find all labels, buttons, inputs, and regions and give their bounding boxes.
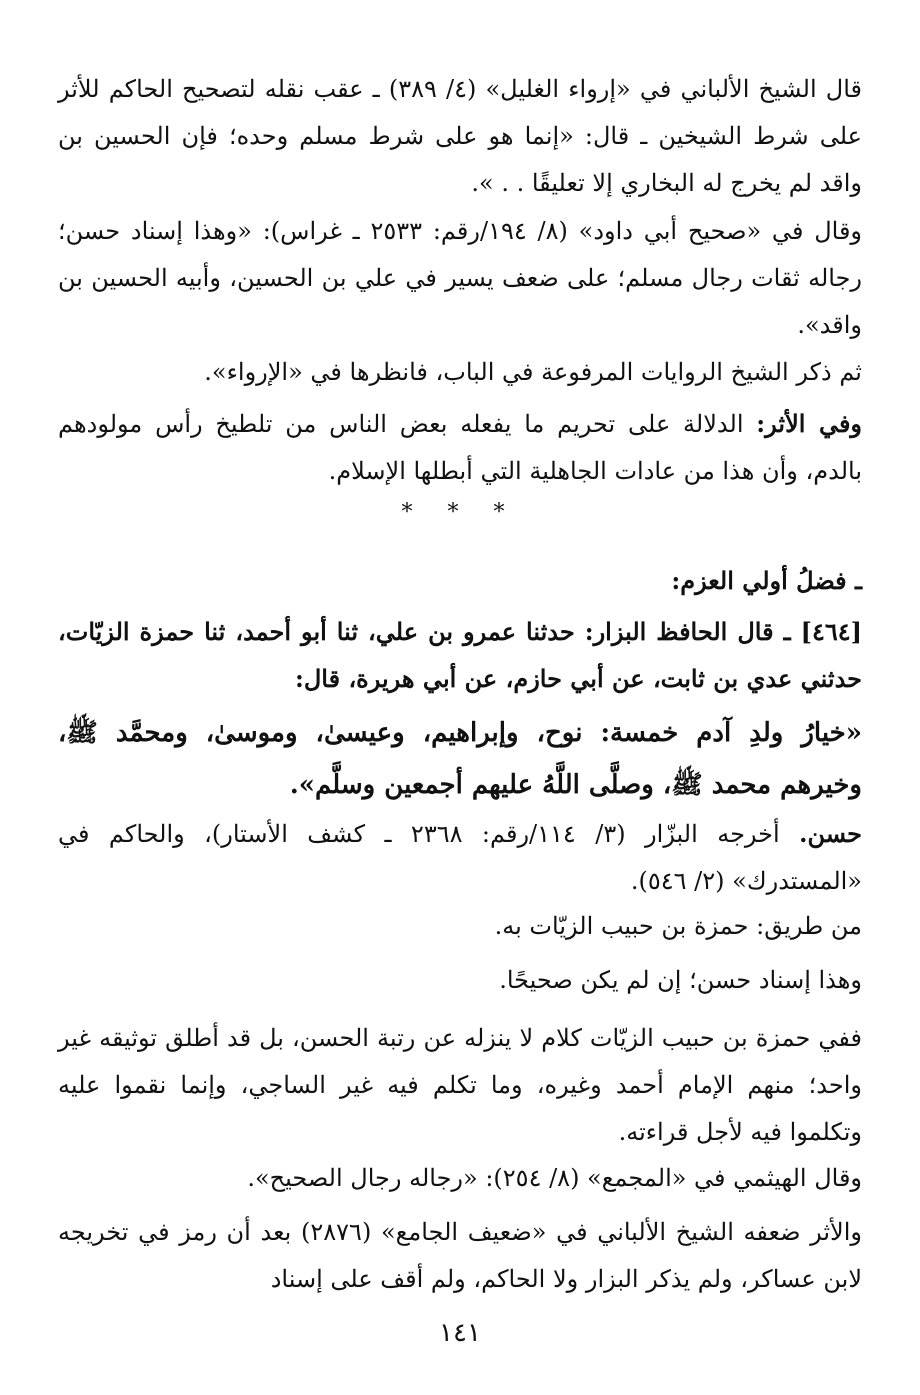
paragraph-albani-irwa	[58, 66, 862, 207]
paragraph-athar-lesson	[58, 400, 862, 495]
paragraph-text: ففي حمزة بن حبيب الزيّات كلام لا ينزله عن رتبة الحسن، بل قد أطلق توثيقه غير واحد؛ منهم الإمام أحمد وغيره، وما تكلم فيه غير الساجي، وإنما نقموا عليه وتكلموا فيه لأجل قراءته.	[58, 1024, 862, 1146]
paragraph-text: قال الشيخ الألباني في «إرواء الغليل» (٤/ ٣٨٩) ـ عقب نقله لتصحيح الحاكم للأثر على شرط الشيخين ـ قال: «إنما هو على شرط مسلم وحده؛ فإن الحسين بن واقد لم يخرج له البخاري إلا تعليقًا . . ».	[58, 75, 862, 197]
paragraph-text: من طريق: حمزة بن حبيب الزيّات به.	[494, 912, 862, 940]
paragraph-text: وهذا إسناد حسن؛ إن لم يكن صحيحًا.	[499, 966, 862, 994]
paragraph-text: وقال الهيثمي في «المجمع» (٨/ ٢٥٤): «رجاله رجال الصحيح».	[247, 1164, 862, 1192]
hadith-isnad	[58, 608, 862, 702]
paragraph-text: والأثر ضعفه الشيخ الألباني في «ضعيف الجامع» (٢٨٧٦) بعد أن رمز في تخريجه لابن عساكر، ولم يذكر البزار ولا الحاكم، ولم أقف على إسناد	[58, 1218, 862, 1293]
paragraph-text: أخرجه البزّار (٣/ ١١٤/رقم: ٢٣٦٨ ـ كشف الأستار)، والحاكم في «المستدرك» (٢/ ٥٤٦).	[58, 820, 862, 895]
hadith-matn	[58, 707, 862, 811]
heading-text: ـ فضلُ أولي العزم:	[671, 566, 862, 595]
section-separator: * * *	[401, 500, 519, 525]
isnad-text: [٤٦٤] ـ قال الحافظ البزار: حدثنا عمرو بن علي، ثنا أبو أحمد، ثنا حمزة الزيّات، حدثني عدي بن ثابت، عن أبي حازم، عن أبي هريرة، قال:	[58, 617, 862, 693]
paragraph-sahih-abi-dawud	[58, 208, 862, 349]
page-number: ١٤١	[439, 1318, 481, 1348]
grading-label: حسن.	[799, 819, 863, 848]
matn-text: «خيارُ ولدِ آدم خمسة: نوح، وإبراهيم، وعيسىٰ، وموسىٰ، ومحمَّد ﷺ، وخيرهم محمد ﷺ، وصلَّى اللَّهُ عليهم أجمعين وسلَّم».	[58, 718, 862, 800]
paragraph-marfu-narrations	[58, 349, 862, 396]
paragraph-daif-jami	[58, 1209, 862, 1303]
paragraph-text: الدلالة على تحريم ما يفعله بعض الناس من تلطيخ رأس مولودهم بالدم، وأن هذا من عادات الجاهلية التي أبطلها الإسلام.	[58, 410, 862, 485]
paragraph-route	[58, 903, 862, 950]
paragraph-isnad-grade	[58, 957, 862, 1004]
paragraph-haythami	[58, 1155, 862, 1202]
paragraph-takhrij	[58, 810, 862, 905]
paragraph-text: ثم ذكر الشيخ الروايات المرفوعة في الباب، فانظرها في «الإرواء».	[204, 358, 862, 386]
paragraph-lead: وفي الأثر:	[756, 409, 863, 438]
paragraph-hamza-zayyat	[58, 1015, 862, 1156]
paragraph-text: وقال في «صحيح أبي داود» (٨/ ١٩٤/رقم: ٢٥٣٣ ـ غراس): «وهذا إسناد حسن؛ رجاله ثقات رجال مسلم؛ على ضعف يسير في علي بن الحسين، وأبيه الحسين بن واقد».	[58, 217, 863, 339]
section-heading	[58, 557, 862, 604]
